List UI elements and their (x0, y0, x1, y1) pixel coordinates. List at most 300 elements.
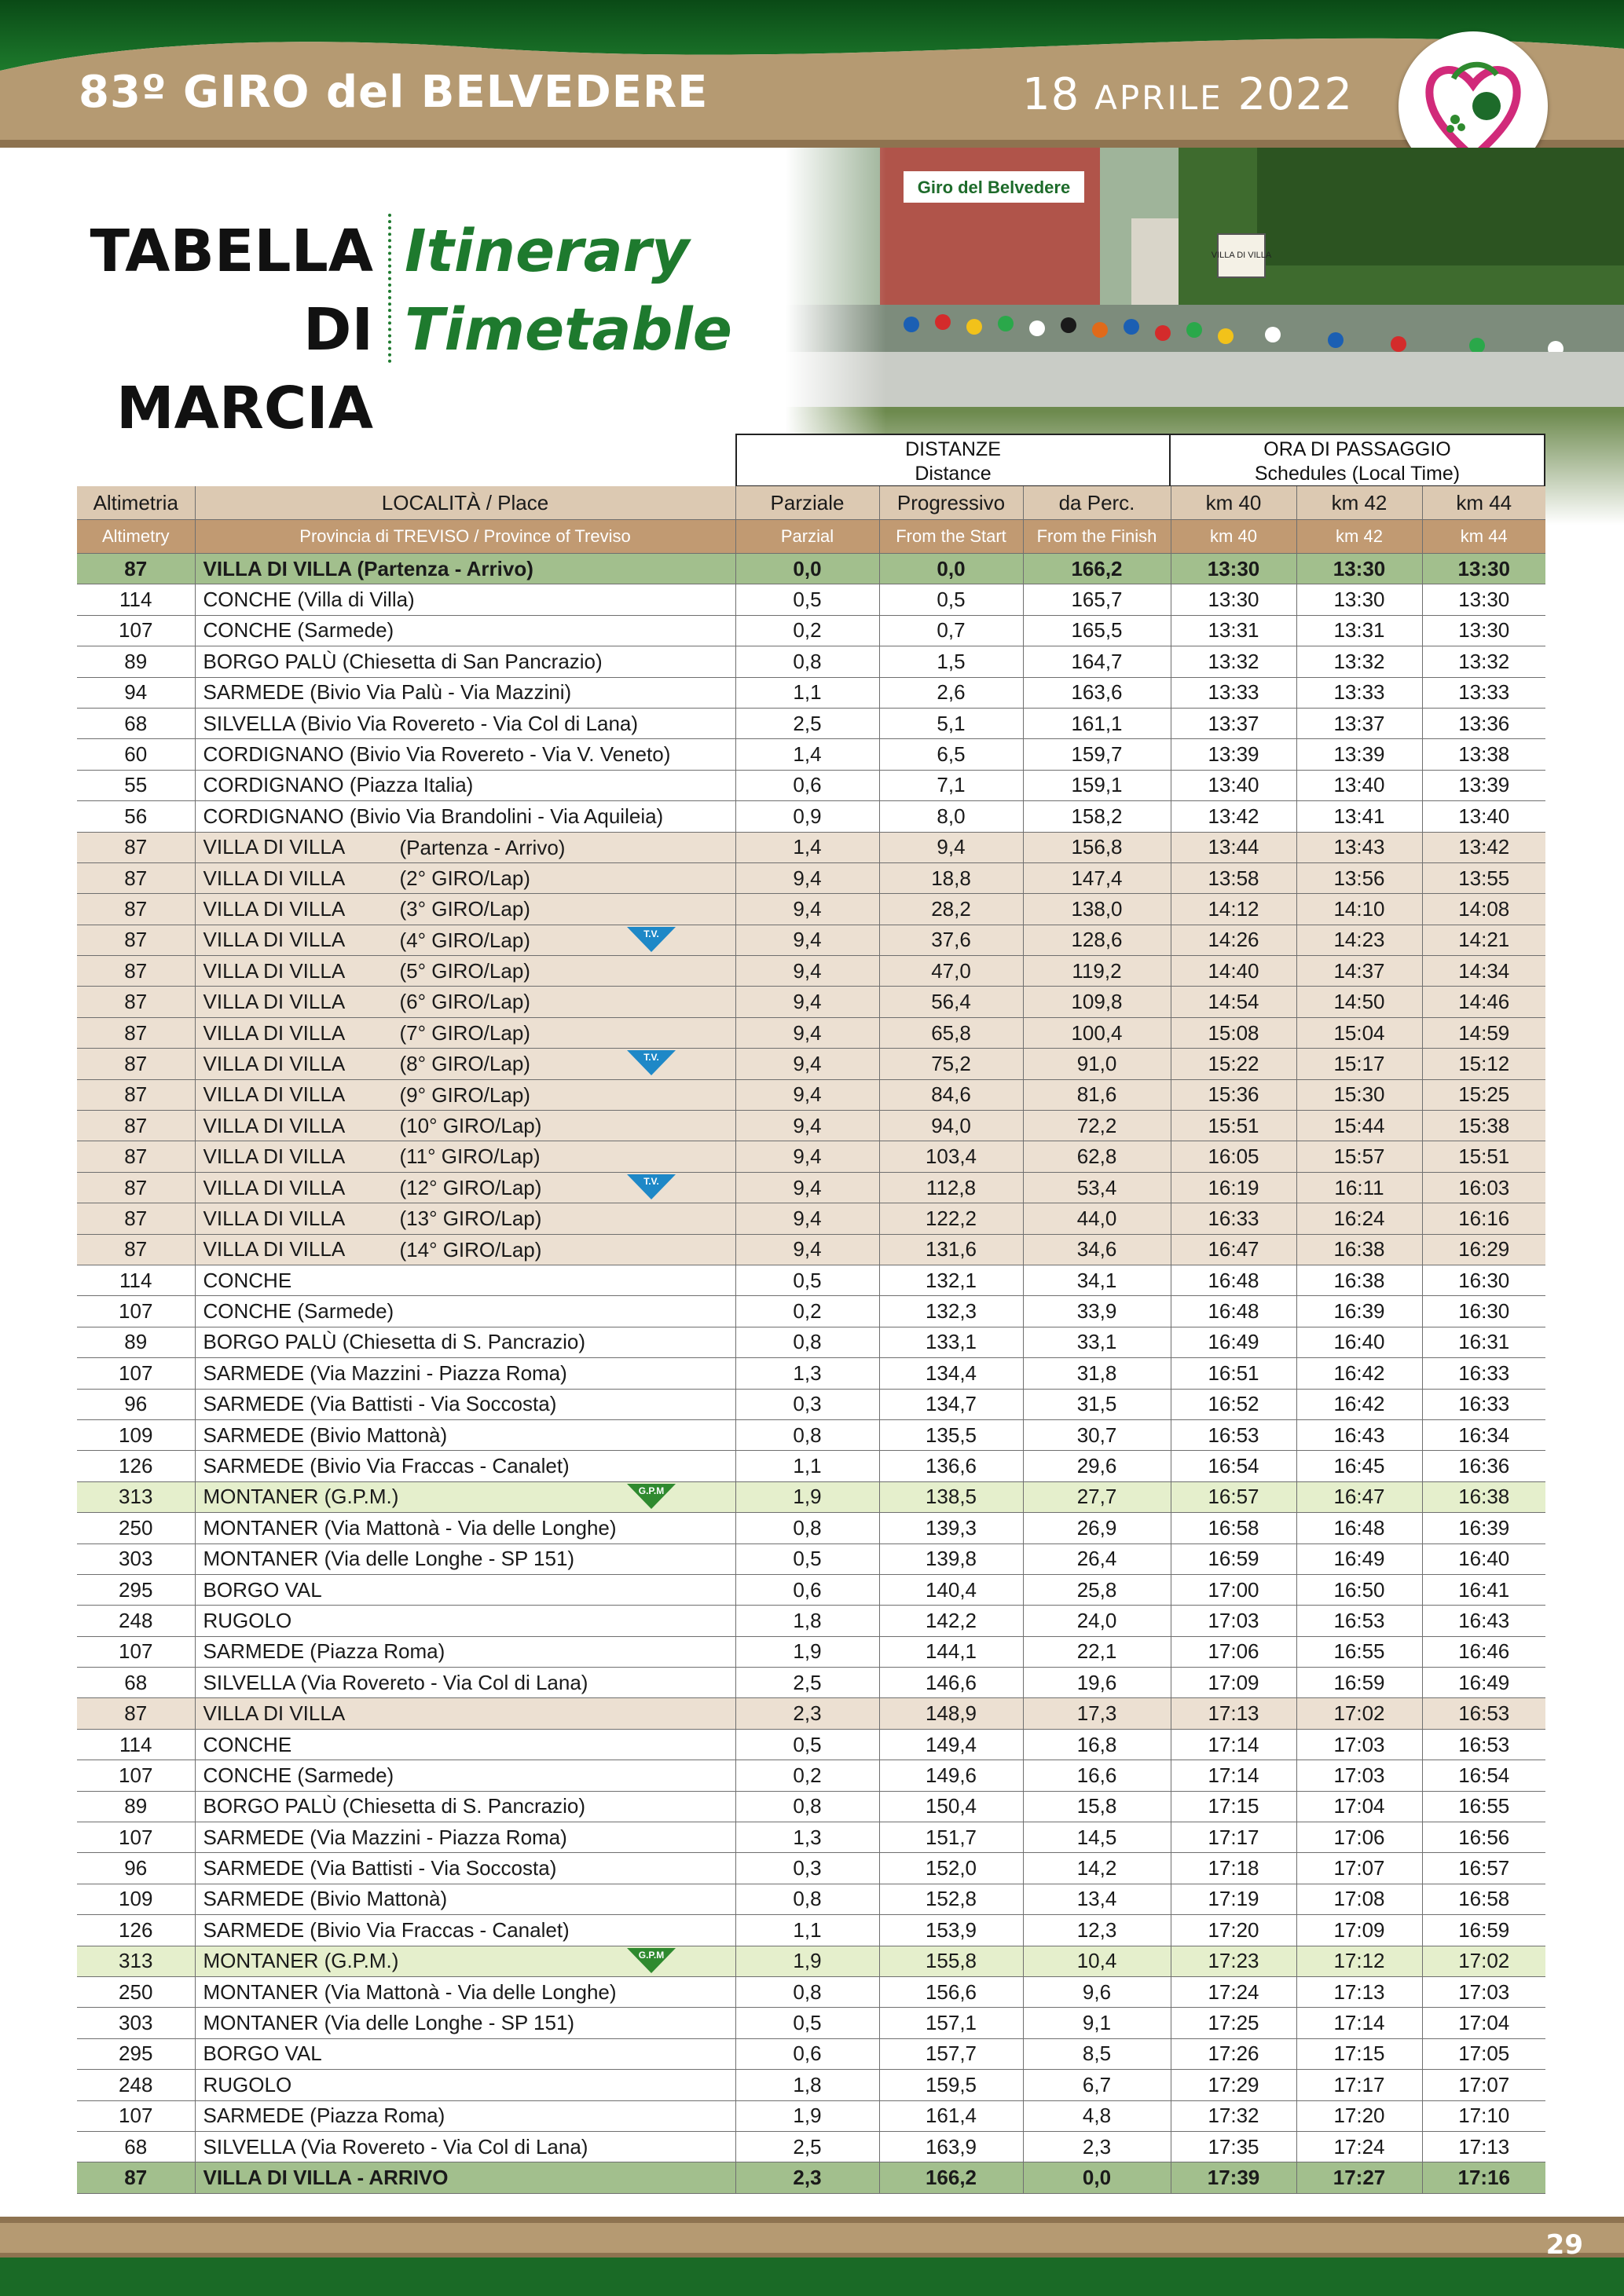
progressive-km-cell: 7,1 (879, 770, 1023, 800)
time-km42-cell: 17:09 (1296, 1915, 1422, 1946)
to-finish-km-cell: 33,1 (1023, 1327, 1171, 1357)
place-name: SARMEDE (Bivio Via Fraccas - Canalet) (203, 1454, 570, 1478)
place-name: SARMEDE (Bivio Mattonà) (203, 1423, 448, 1447)
time-km40-cell: 16:05 (1171, 1141, 1296, 1172)
time-km42-cell: 16:42 (1296, 1389, 1422, 1419)
altitude-cell: 87 (77, 1079, 195, 1110)
progressive-km-cell: 9,4 (879, 832, 1023, 862)
time-km42-cell: 13:31 (1296, 615, 1422, 646)
partial-km-cell: 0,5 (735, 2008, 879, 2038)
progressive-km-cell: 139,3 (879, 1513, 1023, 1543)
partial-km-cell: 0,9 (735, 801, 879, 832)
place-name: VILLA DI VILLA (203, 866, 346, 890)
table-row (77, 1234, 1545, 1265)
place-cell (195, 1791, 735, 1822)
place-cell (195, 1327, 735, 1357)
time-km44-cell: 17:05 (1422, 2038, 1545, 2069)
col-header-place: LOCALITÀ / Place (195, 486, 735, 520)
partial-km-cell: 1,3 (735, 1358, 879, 1389)
time-km42-cell: 17:02 (1296, 1698, 1422, 1729)
table-row (77, 1698, 1545, 1729)
time-km40-cell: 16:51 (1171, 1358, 1296, 1389)
time-km40-cell: 17:26 (1171, 2038, 1296, 2069)
table-row (77, 646, 1545, 677)
time-km42-cell: 14:10 (1296, 894, 1422, 925)
place-cell (195, 925, 735, 955)
table-row (77, 862, 1545, 893)
altitude-cell: 87 (77, 1234, 195, 1265)
place-name: SARMEDE (Piazza Roma) (203, 2104, 445, 2128)
place-cell (195, 1606, 735, 1636)
partial-km-cell: 0,2 (735, 1296, 879, 1327)
time-km44-cell: 16:41 (1422, 1574, 1545, 1605)
to-finish-km-cell: 25,8 (1023, 1574, 1171, 1605)
time-km42-cell: 13:37 (1296, 708, 1422, 738)
time-km44-cell: 17:13 (1422, 2131, 1545, 2162)
altitude-cell: 250 (77, 1513, 195, 1543)
partial-km-cell: 0,8 (735, 1419, 879, 1450)
time-km40-cell: 17:14 (1171, 1729, 1296, 1760)
to-finish-km-cell: 29,6 (1023, 1451, 1171, 1481)
tv-coverage-badge-icon (624, 925, 679, 954)
table-row (77, 894, 1545, 925)
svg-text:G.P.M: G.P.M (638, 1485, 664, 1496)
time-km40-cell: 17:13 (1171, 1698, 1296, 1729)
time-km40-cell: 13:32 (1171, 646, 1296, 677)
time-km42-cell: 17:12 (1296, 1946, 1422, 1976)
partial-km-cell: 0,3 (735, 1389, 879, 1419)
time-km44-cell: 15:12 (1422, 1049, 1545, 1079)
altitude-cell: 89 (77, 1327, 195, 1357)
to-finish-km-cell: 26,9 (1023, 1513, 1171, 1543)
time-km42-cell: 14:23 (1296, 925, 1422, 955)
time-km40-cell: 17:14 (1171, 1760, 1296, 1791)
place-cell (195, 1141, 735, 1172)
place-name: BORGO VAL (203, 1577, 322, 1602)
table-row (77, 2008, 1545, 2038)
altitude-cell: 55 (77, 770, 195, 800)
table-row (77, 956, 1545, 987)
time-km42-cell: 17:24 (1296, 2131, 1422, 2162)
table-row (77, 987, 1545, 1017)
time-km40-cell: 16:59 (1171, 1543, 1296, 1574)
tv-coverage-badge-icon (624, 1173, 679, 1201)
place-cell (195, 1636, 735, 1667)
date-month: APRILE (1094, 79, 1223, 117)
altitude-cell: 87 (77, 862, 195, 893)
time-km44-cell: 16:16 (1422, 1203, 1545, 1234)
place-name: SARMEDE (Via Battisti - Via Soccosta) (203, 1392, 557, 1416)
progressive-km-cell: 136,6 (879, 1451, 1023, 1481)
time-km40-cell: 17:00 (1171, 1574, 1296, 1605)
place-name: SARMEDE (Bivio Via Fraccas - Canalet) (203, 1917, 570, 1942)
time-km44-cell: 16:46 (1422, 1636, 1545, 1667)
table-row (77, 1884, 1545, 1914)
time-km42-cell: 16:47 (1296, 1481, 1422, 1512)
table-row (77, 1853, 1545, 1884)
altitude-cell: 96 (77, 1853, 195, 1884)
altitude-cell: 114 (77, 1729, 195, 1760)
place-cell (195, 708, 735, 738)
time-km40-cell: 13:30 (1171, 554, 1296, 584)
partial-km-cell: 1,1 (735, 1915, 879, 1946)
time-km40-cell: 14:12 (1171, 894, 1296, 925)
altitude-cell: 248 (77, 2070, 195, 2100)
altitude-cell: 87 (77, 554, 195, 584)
altitude-cell: 96 (77, 1389, 195, 1419)
partial-km-cell: 1,1 (735, 677, 879, 708)
table-row (77, 1729, 1545, 1760)
table-row (77, 770, 1545, 800)
progressive-km-cell: 18,8 (879, 862, 1023, 893)
place-name: CONCHE (Sarmede) (203, 618, 394, 643)
progressive-km-cell: 134,7 (879, 1389, 1023, 1419)
partial-km-cell: 1,9 (735, 2100, 879, 2131)
progressive-km-cell: 0,7 (879, 615, 1023, 646)
progressive-km-cell: 135,5 (879, 1419, 1023, 1450)
place-cell (195, 1451, 735, 1481)
distances-label-it: DISTANZE (905, 438, 1001, 460)
place-name: MONTANER (G.P.M.) (203, 1485, 399, 1509)
time-km42-cell: 13:30 (1296, 554, 1422, 584)
time-km44-cell: 16:43 (1422, 1606, 1545, 1636)
to-finish-km-cell: 12,3 (1023, 1915, 1171, 1946)
time-km40-cell: 17:23 (1171, 1946, 1296, 1976)
time-km44-cell: 16:58 (1422, 1884, 1545, 1914)
place-name: VILLA DI VILLA (203, 1051, 346, 1075)
time-km40-cell: 17:24 (1171, 1976, 1296, 2007)
table-row (77, 1636, 1545, 1667)
lap-note: (8° GIRO/Lap) (399, 1052, 530, 1076)
to-finish-km-cell: 9,1 (1023, 2008, 1171, 2038)
place-name: VILLA DI VILLA (Partenza - Arrivo) (203, 556, 533, 580)
time-km40-cell: 16:57 (1171, 1481, 1296, 1512)
progressive-km-cell: 149,6 (879, 1760, 1023, 1791)
distances-label-en: Distance (915, 463, 992, 485)
time-km44-cell: 16:53 (1422, 1698, 1545, 1729)
table-row (77, 1481, 1545, 1512)
to-finish-km-cell: 166,2 (1023, 554, 1171, 584)
progressive-km-cell: 2,6 (879, 677, 1023, 708)
col-header-km40: km 40 (1171, 486, 1296, 520)
to-finish-km-cell: 33,9 (1023, 1296, 1171, 1327)
place-name: VILLA DI VILLA (203, 835, 346, 859)
place-cell (195, 1729, 735, 1760)
col-subheader-km42: km 42 (1296, 520, 1422, 554)
partial-km-cell: 1,1 (735, 1451, 879, 1481)
time-km42-cell: 16:48 (1296, 1513, 1422, 1543)
place-cell (195, 1884, 735, 1914)
time-km40-cell: 15:51 (1171, 1111, 1296, 1141)
altitude-cell: 87 (77, 1049, 195, 1079)
to-finish-km-cell: 8,5 (1023, 2038, 1171, 2069)
time-km42-cell: 16:43 (1296, 1419, 1422, 1450)
altitude-cell: 87 (77, 832, 195, 862)
lap-note: (9° GIRO/Lap) (399, 1082, 530, 1107)
table-row (77, 1419, 1545, 1450)
to-finish-km-cell: 9,6 (1023, 1976, 1171, 2007)
time-km44-cell: 17:02 (1422, 1946, 1545, 1976)
to-finish-km-cell: 0,0 (1023, 2162, 1171, 2193)
progressive-km-cell: 75,2 (879, 1049, 1023, 1079)
time-km40-cell: 17:25 (1171, 2008, 1296, 2038)
time-km44-cell: 13:33 (1422, 677, 1545, 708)
column-subheader-row (77, 520, 1545, 554)
to-finish-km-cell: 2,3 (1023, 2131, 1171, 2162)
place-cell (195, 584, 735, 615)
lap-note: (10° GIRO/Lap) (399, 1114, 542, 1138)
time-km42-cell: 15:30 (1296, 1079, 1422, 1110)
time-km42-cell: 16:55 (1296, 1636, 1422, 1667)
partial-km-cell: 0,5 (735, 1729, 879, 1760)
altitude-cell: 94 (77, 677, 195, 708)
time-km40-cell: 13:39 (1171, 739, 1296, 770)
time-km42-cell: 17:27 (1296, 2162, 1422, 2193)
place-name: CORDIGNANO (Bivio Via Rovereto - Via V. Veneto) (203, 742, 671, 767)
place-name: SILVELLA (Via Rovereto - Via Col di Lana) (203, 1670, 588, 1694)
table-row (77, 615, 1545, 646)
partial-km-cell: 2,5 (735, 1668, 879, 1698)
col-header-altimetry: Altimetria (77, 486, 195, 520)
time-km40-cell: 17:03 (1171, 1606, 1296, 1636)
altitude-cell: 87 (77, 1203, 195, 1234)
progressive-km-cell: 157,1 (879, 2008, 1023, 2038)
place-name: VILLA DI VILLA (203, 896, 346, 921)
time-km40-cell: 14:40 (1171, 956, 1296, 987)
col-subheader-km44: km 44 (1422, 520, 1545, 554)
progressive-km-cell: 152,0 (879, 1853, 1023, 1884)
to-finish-km-cell: 91,0 (1023, 1049, 1171, 1079)
place-name: VILLA DI VILLA (203, 1082, 346, 1107)
progressive-km-cell: 131,6 (879, 1234, 1023, 1265)
place-name: SARMEDE (Via Battisti - Via Soccosta) (203, 1856, 557, 1880)
table-row (77, 1358, 1545, 1389)
altitude-cell: 68 (77, 708, 195, 738)
time-km44-cell: 16:31 (1422, 1327, 1545, 1357)
table-row (77, 1668, 1545, 1698)
progressive-km-cell: 37,6 (879, 925, 1023, 955)
partial-km-cell: 1,3 (735, 1822, 879, 1853)
col-subheader-km40: km 40 (1171, 520, 1296, 554)
time-km40-cell: 16:54 (1171, 1451, 1296, 1481)
place-name: BORGO PALÙ (Chiesetta di San Pancrazio) (203, 649, 603, 673)
progressive-km-cell: 149,4 (879, 1729, 1023, 1760)
partial-km-cell: 0,8 (735, 1976, 879, 2007)
altitude-cell: 60 (77, 739, 195, 770)
time-km42-cell: 16:39 (1296, 1296, 1422, 1327)
place-name: CONCHE (Sarmede) (203, 1299, 394, 1324)
to-finish-km-cell: 164,7 (1023, 646, 1171, 677)
lap-note: (6° GIRO/Lap) (399, 990, 530, 1014)
place-name: MONTANER (Via delle Longhe - SP 151) (203, 2011, 575, 2035)
heading-it-line2: DI MARCIA (115, 296, 373, 442)
table-row (77, 1111, 1545, 1141)
table-row (77, 1017, 1545, 1048)
time-km42-cell: 17:04 (1296, 1791, 1422, 1822)
to-finish-km-cell: 22,1 (1023, 1636, 1171, 1667)
table-row (77, 677, 1545, 708)
time-km44-cell: 13:32 (1422, 646, 1545, 677)
place-name: RUGOLO (203, 2072, 292, 2096)
place-name: VILLA DI VILLA (203, 1144, 346, 1169)
altitude-cell: 313 (77, 1481, 195, 1512)
time-km44-cell: 16:30 (1422, 1265, 1545, 1295)
partial-km-cell: 0,2 (735, 1760, 879, 1791)
lap-note: (11° GIRO/Lap) (399, 1144, 541, 1169)
time-km44-cell: 15:51 (1422, 1141, 1545, 1172)
place-name: SILVELLA (Bivio Via Rovereto - Via Col di Lana) (203, 711, 639, 735)
altitude-cell: 68 (77, 1668, 195, 1698)
time-km40-cell: 13:31 (1171, 615, 1296, 646)
time-km42-cell: 13:43 (1296, 832, 1422, 862)
time-km40-cell: 15:08 (1171, 1017, 1296, 1048)
time-km44-cell: 14:46 (1422, 987, 1545, 1017)
place-cell (195, 1668, 735, 1698)
time-km44-cell: 13:30 (1422, 584, 1545, 615)
progressive-km-cell: 138,5 (879, 1481, 1023, 1512)
partial-km-cell: 9,4 (735, 1079, 879, 1110)
table-row (77, 554, 1545, 584)
to-finish-km-cell: 6,7 (1023, 2070, 1171, 2100)
date-day: 18 (1022, 69, 1080, 120)
place-cell (195, 2038, 735, 2069)
partial-km-cell: 2,5 (735, 708, 879, 738)
altitude-cell: 303 (77, 2008, 195, 2038)
progressive-km-cell: 156,6 (879, 1976, 1023, 2007)
place-name: VILLA DI VILLA (203, 958, 346, 983)
time-km40-cell: 15:22 (1171, 1049, 1296, 1079)
to-finish-km-cell: 34,6 (1023, 1234, 1171, 1265)
time-km40-cell: 17:39 (1171, 2162, 1296, 2193)
to-finish-km-cell: 109,8 (1023, 987, 1171, 1017)
progressive-km-cell: 103,4 (879, 1141, 1023, 1172)
time-km44-cell: 15:38 (1422, 1111, 1545, 1141)
to-finish-km-cell: 26,4 (1023, 1543, 1171, 1574)
time-km40-cell: 13:42 (1171, 801, 1296, 832)
table-row (77, 1389, 1545, 1419)
time-km44-cell: 16:36 (1422, 1451, 1545, 1481)
heading-en-line1: Itinerary (405, 218, 690, 285)
progressive-km-cell: 150,4 (879, 1791, 1023, 1822)
time-km44-cell: 15:25 (1422, 1079, 1545, 1110)
time-km44-cell: 13:55 (1422, 862, 1545, 893)
altitude-cell: 87 (77, 894, 195, 925)
progressive-km-cell: 157,7 (879, 2038, 1023, 2069)
time-km40-cell: 17:18 (1171, 1853, 1296, 1884)
to-finish-km-cell: 15,8 (1023, 1791, 1171, 1822)
place-cell (195, 862, 735, 893)
page-number: 29 (1545, 2229, 1583, 2261)
col-subheader-altimetry: Altimetry (77, 520, 195, 554)
progressive-km-cell: 132,1 (879, 1265, 1023, 1295)
partial-km-cell: 9,4 (735, 862, 879, 893)
time-km42-cell: 16:40 (1296, 1327, 1422, 1357)
partial-km-cell: 0,5 (735, 1265, 879, 1295)
to-finish-km-cell: 147,4 (1023, 862, 1171, 893)
progressive-km-cell: 8,0 (879, 801, 1023, 832)
place-cell (195, 1419, 735, 1450)
time-km42-cell: 17:07 (1296, 1853, 1422, 1884)
altitude-cell: 107 (77, 1822, 195, 1853)
progressive-km-cell: 146,6 (879, 1668, 1023, 1698)
place-cell (195, 832, 735, 862)
altitude-cell: 56 (77, 801, 195, 832)
progressive-km-cell: 139,8 (879, 1543, 1023, 1574)
time-km42-cell: 17:17 (1296, 2070, 1422, 2100)
place-cell (195, 801, 735, 832)
lap-note: (7° GIRO/Lap) (399, 1020, 530, 1045)
place-cell (195, 615, 735, 646)
time-km42-cell: 17:08 (1296, 1884, 1422, 1914)
place-name: MONTANER (Via delle Longhe - SP 151) (203, 1547, 575, 1571)
time-km42-cell: 16:38 (1296, 1234, 1422, 1265)
altitude-cell: 109 (77, 1419, 195, 1450)
place-cell (195, 1574, 735, 1605)
to-finish-km-cell: 10,4 (1023, 1946, 1171, 1976)
time-km44-cell: 13:39 (1422, 770, 1545, 800)
place-name: VILLA DI VILLA (203, 1237, 346, 1262)
table-row (77, 708, 1545, 738)
partial-km-cell: 0,6 (735, 1574, 879, 1605)
time-km42-cell: 16:49 (1296, 1543, 1422, 1574)
altitude-cell: 87 (77, 1017, 195, 1048)
time-km44-cell: 16:57 (1422, 1853, 1545, 1884)
lap-note: (2° GIRO/Lap) (399, 866, 530, 890)
altitude-cell: 295 (77, 2038, 195, 2069)
time-km40-cell: 16:52 (1171, 1389, 1296, 1419)
time-km40-cell: 13:37 (1171, 708, 1296, 738)
place-name: SARMEDE (Bivio Via Palù - Via Mazzini) (203, 680, 572, 705)
table-row (77, 584, 1545, 615)
place-cell (195, 646, 735, 677)
partial-km-cell: 0,0 (735, 554, 879, 584)
progressive-km-cell: 148,9 (879, 1698, 1023, 1729)
progressive-km-cell: 0,5 (879, 584, 1023, 615)
partial-km-cell: 1,8 (735, 2070, 879, 2100)
table-row (77, 801, 1545, 832)
place-name: VILLA DI VILLA - ARRIVO (203, 2166, 449, 2189)
place-name: BORGO PALÙ (Chiesetta di S. Pancrazio) (203, 1794, 585, 1818)
to-finish-km-cell: 44,0 (1023, 1203, 1171, 1234)
time-km42-cell: 16:50 (1296, 1574, 1422, 1605)
to-finish-km-cell: 24,0 (1023, 1606, 1171, 1636)
place-cell (195, 2008, 735, 2038)
table-row (77, 2162, 1545, 2193)
partial-km-cell: 0,5 (735, 584, 879, 615)
time-km44-cell: 16:40 (1422, 1543, 1545, 1574)
place-cell (195, 1543, 735, 1574)
table-row (77, 1946, 1545, 1976)
altitude-cell: 303 (77, 1543, 195, 1574)
time-km44-cell: 16:33 (1422, 1389, 1545, 1419)
progressive-km-cell: 0,0 (879, 554, 1023, 584)
partial-km-cell: 2,5 (735, 2131, 879, 2162)
place-name: CORDIGNANO (Piazza Italia) (203, 773, 474, 797)
table-row (77, 1049, 1545, 1079)
progressive-km-cell: 134,4 (879, 1358, 1023, 1389)
place-cell (195, 1389, 735, 1419)
time-km44-cell: 16:49 (1422, 1668, 1545, 1698)
time-km44-cell: 16:34 (1422, 1419, 1545, 1450)
time-km42-cell: 13:33 (1296, 677, 1422, 708)
time-km44-cell: 14:34 (1422, 956, 1545, 987)
place-name: VILLA DI VILLA (203, 1020, 346, 1045)
time-km44-cell: 13:30 (1422, 554, 1545, 584)
place-name: SILVELLA (Via Rovereto - Via Col di Lana) (203, 2134, 588, 2159)
partial-km-cell: 0,8 (735, 1884, 879, 1914)
time-km42-cell: 14:50 (1296, 987, 1422, 1017)
time-km40-cell: 13:44 (1171, 832, 1296, 862)
